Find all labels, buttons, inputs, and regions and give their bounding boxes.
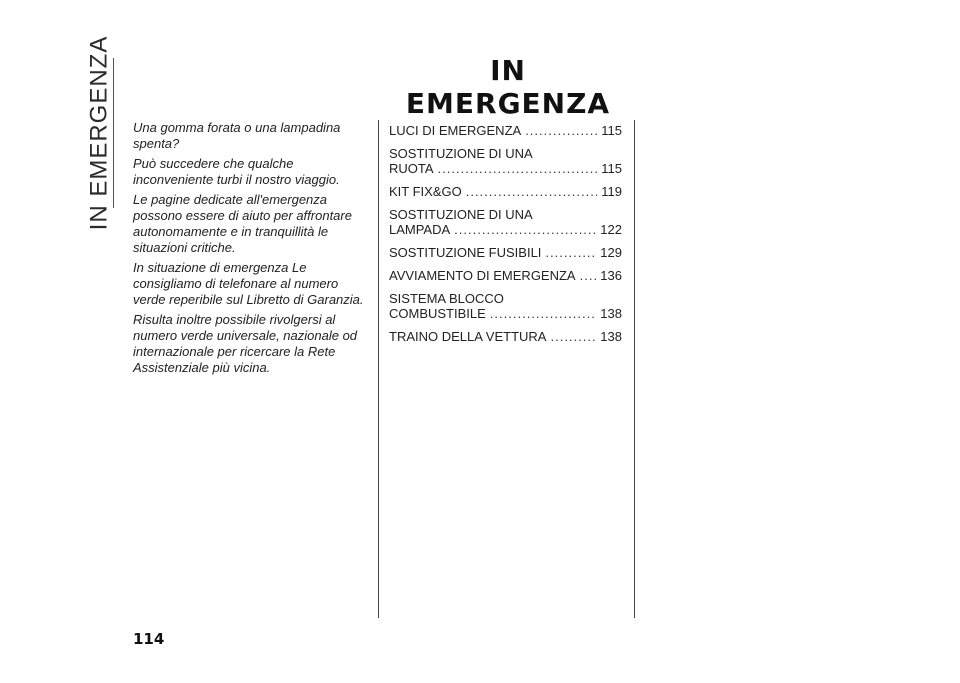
toc-entry-sostituzione-fusibili[interactable] bbox=[389, 245, 622, 260]
toc-entry-title-line1: SOSTITUZIONE DI UNA bbox=[389, 146, 533, 161]
toc-leader-dots bbox=[550, 329, 596, 344]
side-section-tab bbox=[82, 35, 116, 231]
toc-entry-page: 115 bbox=[601, 123, 622, 138]
toc-leader-dots bbox=[438, 161, 598, 176]
toc-leader-dots bbox=[545, 245, 596, 260]
intro-paragraph: Le pagine dedicate all'emergenza possono essere di aiuto per affrontare autonomamente e in tranquillità le situazioni critiche. bbox=[133, 192, 352, 255]
column-divider-right bbox=[634, 120, 635, 618]
toc-entry-title: SOSTITUZIONE FUSIBILI bbox=[389, 245, 542, 260]
toc-entry-title: RUOTA bbox=[389, 161, 434, 176]
toc-entry-title: KIT FIX&GO bbox=[389, 184, 462, 199]
toc-entry-page: 115 bbox=[601, 161, 622, 176]
toc-entry-traino-della-vettura[interactable] bbox=[389, 329, 622, 344]
toc-entry-title: TRAINO DELLA VETTURA bbox=[389, 329, 547, 344]
toc-entry-title: COMBUSTIBILE bbox=[389, 306, 486, 321]
intro-paragraph: Può succedere che qualche inconveniente turbi il nostro viaggio. bbox=[133, 156, 340, 187]
intro-paragraph: In situazione di emergenza Le consigliamo di telefonare al numero verde reperibile sul Libretto di Garanzia. bbox=[133, 260, 364, 307]
toc-entry-kit-fix-go[interactable] bbox=[389, 184, 622, 199]
table-of-contents bbox=[389, 123, 622, 352]
toc-entry-page: 138 bbox=[600, 306, 622, 321]
page-title: IN EMERGENZA bbox=[405, 54, 611, 120]
side-tab-divider bbox=[113, 58, 114, 208]
toc-entry-sostituzione-lampada[interactable] bbox=[389, 207, 622, 237]
toc-entry-page: 122 bbox=[600, 222, 622, 237]
side-section-label: IN EMERGENZA bbox=[85, 35, 112, 231]
column-divider-left bbox=[378, 120, 379, 618]
intro-text bbox=[133, 120, 373, 380]
toc-entry-sostituzione-ruota[interactable] bbox=[389, 146, 622, 176]
toc-entry-title-line1: SOSTITUZIONE DI UNA bbox=[389, 207, 533, 222]
toc-leader-dots bbox=[580, 268, 597, 283]
toc-entry-title: AVVIAMENTO DI EMERGENZA bbox=[389, 268, 576, 283]
toc-leader-dots bbox=[490, 306, 597, 321]
toc-leader-dots bbox=[525, 123, 597, 138]
toc-entry-title: LAMPADA bbox=[389, 222, 451, 237]
toc-leader-dots bbox=[454, 222, 596, 237]
toc-entry-title-line1: SISTEMA BLOCCO bbox=[389, 291, 504, 306]
page-number: 114 bbox=[133, 630, 165, 648]
toc-entry-luci-di-emergenza[interactable] bbox=[389, 123, 622, 138]
toc-entry-title: LUCI DI EMERGENZA bbox=[389, 123, 522, 138]
toc-entry-page: 138 bbox=[600, 329, 622, 344]
toc-leader-dots bbox=[466, 184, 598, 199]
intro-paragraph: Risulta inoltre possibile rivolgersi al numero verde universale, nazionale od internazionale per ricercare la Rete Assistenziale più vicina. bbox=[133, 312, 358, 375]
intro-paragraph: Una gomma forata o una lampadina spenta? bbox=[133, 120, 341, 151]
toc-entry-sistema-blocco-combustibile[interactable] bbox=[389, 291, 622, 321]
toc-entry-page: 136 bbox=[600, 268, 622, 283]
toc-entry-page: 129 bbox=[600, 245, 622, 260]
toc-entry-page: 119 bbox=[601, 184, 622, 199]
toc-entry-avviamento-di-emergenza[interactable] bbox=[389, 268, 622, 283]
